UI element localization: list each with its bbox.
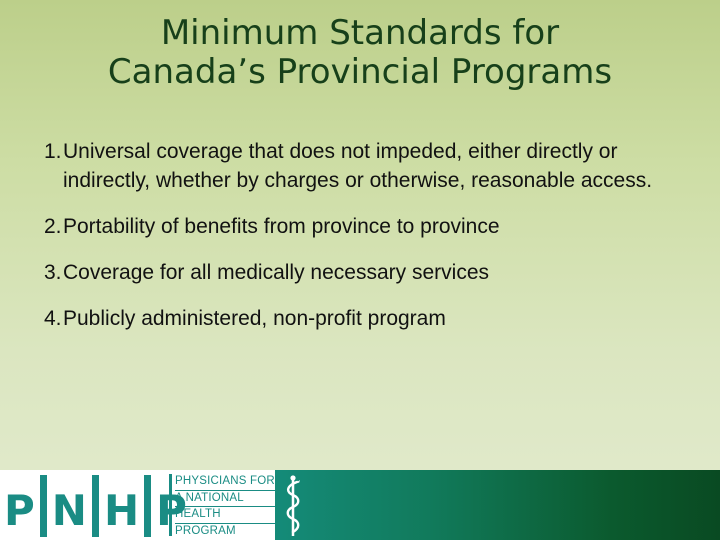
logo-divider: [144, 475, 151, 537]
item-number: 4.: [44, 307, 62, 330]
item-text: Publicly administered, non-profit program: [63, 307, 446, 330]
org-name-line: PHYSICIANS FOR: [175, 474, 275, 491]
caduceus-icon: [282, 474, 304, 538]
logo-letter: P: [156, 486, 187, 535]
logo-letter: P: [4, 486, 35, 535]
standards-list: [44, 137, 694, 333]
item-number: 3.: [44, 261, 62, 284]
org-name: [169, 474, 275, 536]
org-name-line: PROGRAM: [175, 524, 236, 537]
logo-letter: H: [103, 486, 140, 535]
slide-title: [0, 14, 720, 92]
logo-divider: [92, 475, 99, 537]
pnhp-logo: [2, 485, 189, 537]
list-item: [44, 137, 694, 195]
title-line-2: Canada’s Provincial Programs: [107, 52, 613, 92]
list-item: [44, 304, 694, 333]
list-item: [44, 258, 694, 287]
org-name-line: HEALTH: [175, 507, 275, 524]
item-number: 1.: [44, 140, 62, 163]
item-text: Portability of benefits from province to province: [63, 215, 500, 238]
title-line-1: Minimum Standards for: [160, 13, 560, 53]
item-number: 2.: [44, 215, 62, 238]
logo-divider: [40, 475, 47, 537]
logo-letter: N: [51, 486, 87, 535]
item-text: Universal coverage that does not impeded, either directly or indirectly, whether by charges or otherwise, reasonable access.: [63, 140, 653, 192]
list-item: [44, 212, 694, 241]
org-name-line: A NATIONAL: [175, 491, 275, 508]
item-text: Coverage for all medically necessary services: [63, 261, 489, 284]
